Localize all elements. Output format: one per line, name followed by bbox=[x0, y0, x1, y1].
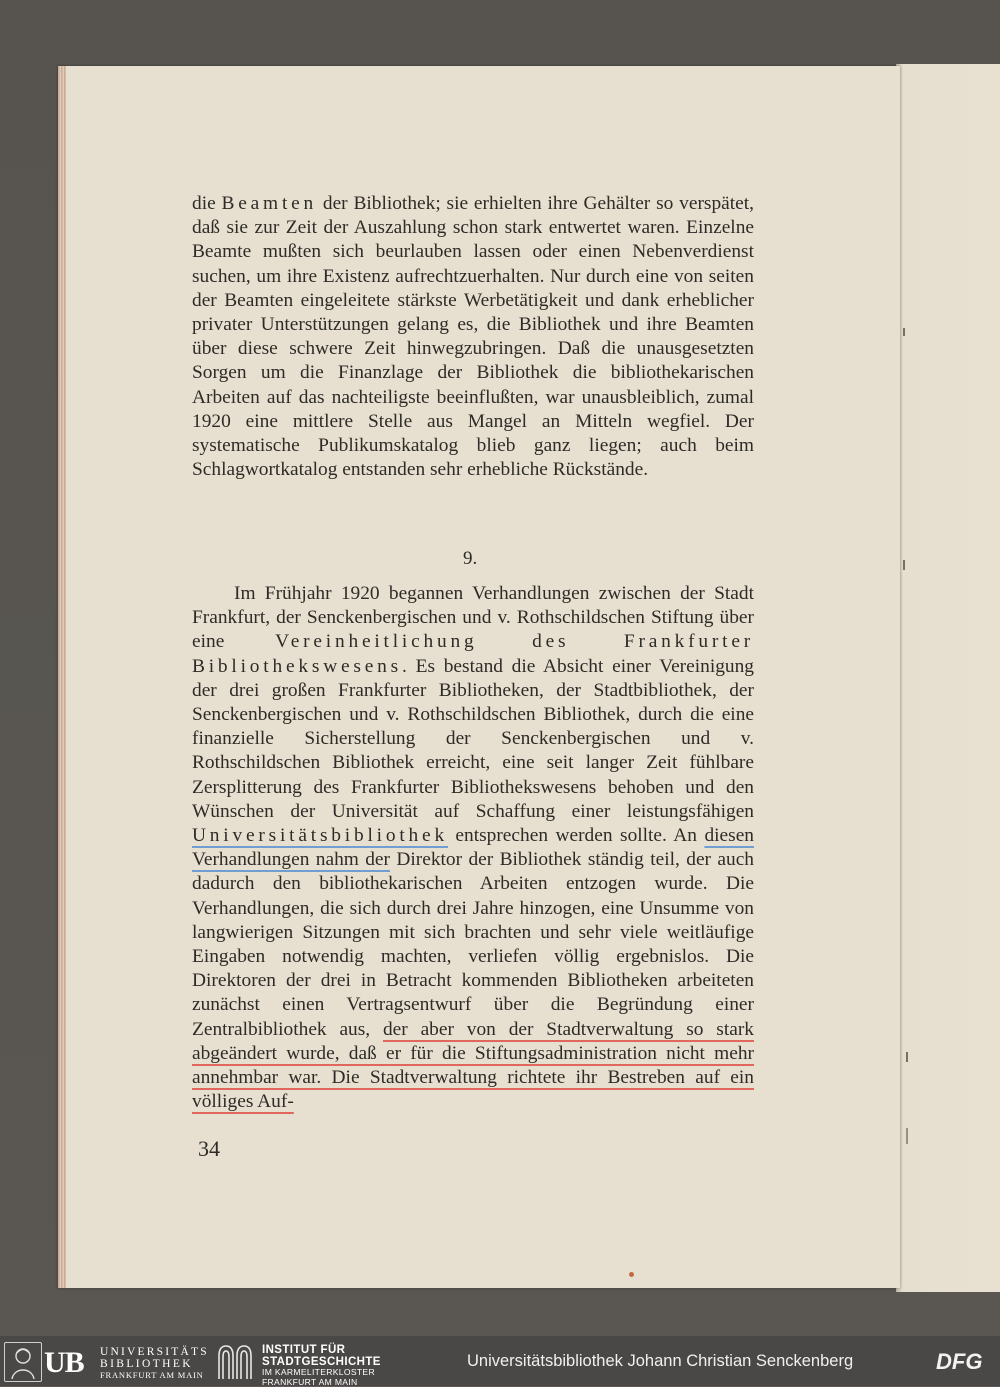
isg-name-line-4: FRANKFURT AM MAIN bbox=[262, 1378, 381, 1387]
spaced-word-universitaetsbibliothek: Universitätsbibliothek bbox=[192, 825, 448, 846]
paragraph-2 bbox=[192, 582, 754, 1114]
paragraph-2-part-2: . Es bestand die Absicht einer Vereinigung der drei großen Frankfurter Bibliotheken, der Stadtbibliothek, der Senckenbergischen und v. Rothschildschen Bibliothek, durch die eine finanzielle Sicherstellung der Senckenbergischen und v. Rothschildschen Bibliothek erreicht, eine seit langer Zeit fühlbare Zersplitterung des Frankfurter Bibliothekswesens behoben und den Wünschen der Universität auf Schaffung einer leistungsfähigen bbox=[192, 656, 754, 822]
margin-mark bbox=[906, 1128, 908, 1144]
page-number: 34 bbox=[198, 1136, 220, 1162]
ub-logo[interactable] bbox=[4, 1342, 204, 1382]
paragraph-1-text: der Bibliothek; sie erhielten ihre Gehälter so verspätet, daß sie zur Zeit der Auszahlung schon stark entwertet waren. Einzelne Beamte mußten sich beurlauben lassen oder einen Nebenverdienst suchen, um ihre Existenz aufrechtzuerhalten. Nur durch eine von seiten der Beamten eingeleitete stärkste Werbetätigkeit und dank erheblicher privater Unterstützungen gelang es, die Bibliothek und ihre Beamten über diese schwere Zeit hinwegzubringen. Daß die unausgesetzten Sorgen um die Finanzlage der Bibliothek die bibliothekarischen Arbeiten auf das nachteiligste beeinflußten, war unausbleiblich, zumal 1920 eine mittlere Stelle aus Mangel an Mitteln wegfiel. Der systematische Publikumskatalog blieb ganz liegen; auch beim Schlagwortkatalog entstanden sehr erhebliche Rückstände. bbox=[192, 193, 754, 480]
arches-icon bbox=[216, 1342, 256, 1380]
margin-mark bbox=[903, 328, 905, 336]
paragraph-2-part-4: Direktor der Bibliothek ständig teil, der auch dadurch den bibliothekarischen Arbeiten entzogen wurde. Die Verhandlungen, die sich durch drei Jahre hinzogen, eine Unsumme von langwierigen Sitzungen mit sich brachten und sehr viele weitläufige Eingaben notwendig machten, verliefen völlig ergebnislos. Die Direktoren der drei in Betracht kommenden Bibliotheken arbeiteten zunächst einen Vertragsentwurf über die Begründung einer Zentralbibliothek aus, bbox=[192, 849, 754, 1039]
margin-mark bbox=[906, 1052, 908, 1062]
isg-logo[interactable] bbox=[216, 1342, 416, 1382]
library-name-link[interactable]: Universitätsbibliothek Johann Christian Senckenberg bbox=[467, 1352, 853, 1371]
ub-name bbox=[100, 1346, 209, 1381]
paragraph-1 bbox=[192, 192, 754, 482]
page-edge-stack bbox=[58, 66, 66, 1288]
paragraph-2-part-1: Im Frühjahr 1920 begannen Verhandlungen zwischen der Stadt Frankfurt, der Senckenbergischen und v. Rothschildschen Stiftung über eine bbox=[192, 583, 754, 652]
isg-name-line-2: STADTGESCHICHTE bbox=[262, 1356, 381, 1368]
spaced-word-beamten: Beamten bbox=[222, 193, 318, 214]
isg-name-line-1: INSTITUT FÜR bbox=[262, 1344, 381, 1356]
svg-text:DFG: DFG bbox=[936, 1350, 982, 1372]
dfg-logo[interactable] bbox=[936, 1350, 992, 1372]
footer-bar bbox=[0, 1336, 1000, 1386]
ub-seal-icon bbox=[4, 1342, 42, 1382]
spaced-phrase-vereinheitlichung: Vereinheitlichung des Frankfurter Bibliothekswesens bbox=[192, 631, 754, 676]
red-underlined-text: der aber von der Stadtverwaltung so stark abgeändert wurde, daß er für die Stiftungsadministration nicht mehr annehmbar war. Die Stadtverwaltung richtete ihr Bestreben auf ein völliges Auf- bbox=[192, 1019, 754, 1113]
facing-page-right bbox=[896, 64, 1000, 1292]
paragraph-2-part-3: entsprechen werden sollte. An bbox=[448, 825, 705, 846]
ub-letters: UB bbox=[44, 1346, 84, 1380]
section-number: 9. bbox=[463, 548, 477, 570]
margin-mark bbox=[903, 560, 905, 570]
blue-underlined-text: diesen Verhandlungen nahm der bbox=[192, 825, 754, 870]
ub-name-line-3: FRANKFURT AM MAIN bbox=[100, 1370, 209, 1381]
ub-name-line-1: UNIVERSITÄTS bbox=[100, 1346, 209, 1358]
isg-name-line-3: IM KARMELITERKLOSTER bbox=[262, 1368, 381, 1378]
isg-name bbox=[262, 1344, 381, 1387]
paper-speck bbox=[629, 1272, 634, 1277]
paragraph-1-start: die bbox=[192, 193, 222, 214]
ub-name-line-2: BIBLIOTHEK bbox=[100, 1358, 209, 1370]
